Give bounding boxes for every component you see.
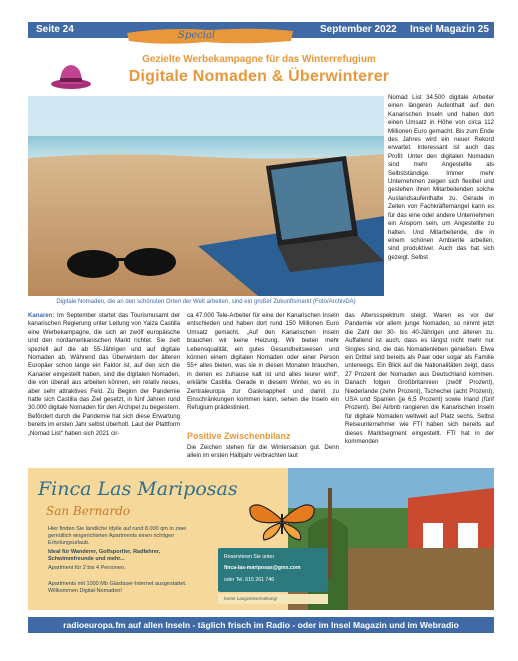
column-lead: Kanaren: xyxy=(28,312,55,319)
finca-advertisement xyxy=(28,468,494,610)
article-kicker: Gezielte Werbekampagne für das Winterrefugium xyxy=(142,54,376,65)
photo-caption: Digitale Nomaden, die an den schönsten Orten der Welt arbeiten, sind ein großer Zukunftsmarkt (Foto/ArchivDA) xyxy=(56,299,356,305)
ad-capacity: Apartment für 2 bis 4 Personen. xyxy=(48,565,126,571)
ad-activities: Ideal für Wanderer, Golfsportler, Radfahrer, Schwimmfreunde und mehr... xyxy=(48,549,161,563)
special-badge: Special xyxy=(178,30,216,41)
article-headline: Digitale Nomaden & Überwinterer xyxy=(128,68,390,85)
beach-laptop-photo xyxy=(28,96,384,296)
issue-date: September 2022 xyxy=(320,24,397,35)
contact-heading: Reservieren Sie unter xyxy=(224,554,275,560)
article-column-3 xyxy=(388,94,494,262)
page-number: Seite 24 xyxy=(36,24,74,35)
column-2b-text: Die Zeichen stehen für die Wintersaison gut. Denn allein im ersten Halbjahr verbrachten laut xyxy=(187,444,339,460)
magazine-name: Insel Magazin 25 xyxy=(410,24,489,35)
article-column-2 xyxy=(187,312,339,413)
ad-contact-box xyxy=(218,548,328,592)
column-3b-text: das Alterssspektrum steigt. Waren es vor der Pandemie vor allem junge Nomaden, so nimmt jetzt die Zahl der 30- bis 40-Jährigen und älteren zu. Auffallend ist auch, dass es längst nicht mehr nur Singles sind, die das Nomadenleben genießen. Etwa ein Drittel sind bereits als Paar oder sogar als Familie unterwegs. Ein Blick auf die Nationalitäten zeigt, dass 27 Prozent der Nomaden aus Deutschland kommen. Danach folgen Großbritannien (zwölf Prozent), Niederlande (zehn Prozent), Tschechei (acht Prozent), USA und Spanien (je 6,5 Prozent) sowie Irland (fünf Prozent). Bei Airbnb rangieren die Kanarischen Inseln für digitale Nomaden weltweit auf Platz sechs. Selbst Reiseunternehmer wie FTI haben sich bereits auf dieses Marktsegment eingestellt. FTI hat in der kommenden xyxy=(345,312,494,446)
butterfly-icon xyxy=(246,496,318,544)
column-2-text: ca 47.000 Tele-Arbeiter für eine der Kanarischen Inseln entschieden und haben dort rund 150 Millionen Euro Umsatz gemacht. „Auf den Kanarischen Inseln brauchen wir keine Heizung. Wir bieten mehr Lebensqualität, ein gutes Gesundheitswesen und können einem digitalen Nomaden oder einer Person 55+ alles bieten, was sie in diesen Monaten brauchen, in denen es zuhause kalt ist und alles teurer wird“, erklärte Castilla. Gerade in diesem Winter, wo es in Zentraleuropa zur Gasknappheit und damit zu Einschränkungen kommen kann, sehen die Inseln ein Refugium prädestiniert. xyxy=(187,312,339,412)
article-column-1 xyxy=(28,312,180,438)
column-3-text: Nomad List 34.500 digitale Arbeiter einen längeren Aufenthalt auf den Kanarischen Inseln und haben dort einen Umsatz in Höhe von circa 112 Millionen Euro gemacht. Bis zum Ende des Jahres wird ein neuer Rekord erwartet. Interessant ist auch das Profil: Unter den digitalen Nomaden sind mehr Angestellte als Selbstständige. Immer mehr Unternehmen zeigen sich flexibel und gestehen ihren Mitarbeitenden solche Auslandsaufenthalte zu. Gerade in Zeiten von Fachkräftemangel kann es für das eine oder andere Unternehmen ein Ansporn sein, um Angestellte zu halten. Und Mitarbeitende, die in einem schönen Ambiente arbeiten, sind produktiver. Auch das hat sich gezeigt. Selbst xyxy=(388,94,494,261)
article-column-2b xyxy=(187,444,339,461)
ad-description: Hier finden Sie ländliche Idylle auf rund 8.000 qm in zwei gemütlich eingerichteten Apartments einen richtigen Erholungsurlaub. xyxy=(48,526,187,547)
ad-title: Finca Las Mariposas xyxy=(38,478,238,500)
contact-note: Keine Langzeitvermietung! xyxy=(218,594,328,604)
article-column-3b xyxy=(345,312,494,447)
ad-subtitle: San Bernardo xyxy=(46,504,131,518)
contact-email: finca-las-mariposas@gmx.com xyxy=(224,565,301,571)
footer-promo: radioeuropa.fm auf allen Inseln - täglich frisch im Radio - oder im Insel Magazin und im Webradio xyxy=(63,620,459,630)
column-1-text: Im September startet das Tourismusamt der kanarischen Regierung unter Leitung von Yaiza Castilla eine Werbekampagne, die sich an zwölf europäische und den nordamerikanischen Markt richtet. Sie zielt speziell auf die ab 55-Jährigen und auf digitale Nomaden ab. Während das Überwintern der älteren Europäer schon lange ein Faktor ist, auf den sich die Kanarier eingestellt haben, sind die digitalen Nomaden, die von überall aus arbeiten können, ein relativ neues, aber sehr attraktives Feld. Zu Beginn der Pandemie hatte sich Castilla das Ziel gesetzt, in fünf Jahren rund 30.000 digitale Nomaden für den Archipel zu begeistern. Befördert durch die Pandemie hat sich diese Erwartung bereits im ersten Jahr selbst überholt. Laut der Plattform „Nomad List“ haben sich 2021 cir- xyxy=(28,312,180,437)
ad-internet: Apartments mit 1000 Mb Glasfaser-Internet ausgestattet. Willkommen Digital-Nomaden! xyxy=(48,581,187,595)
contact-phone: oder Tel. 615 261 746 xyxy=(224,577,275,583)
article-subheading: Positive Zwischenbilanz xyxy=(187,431,291,441)
